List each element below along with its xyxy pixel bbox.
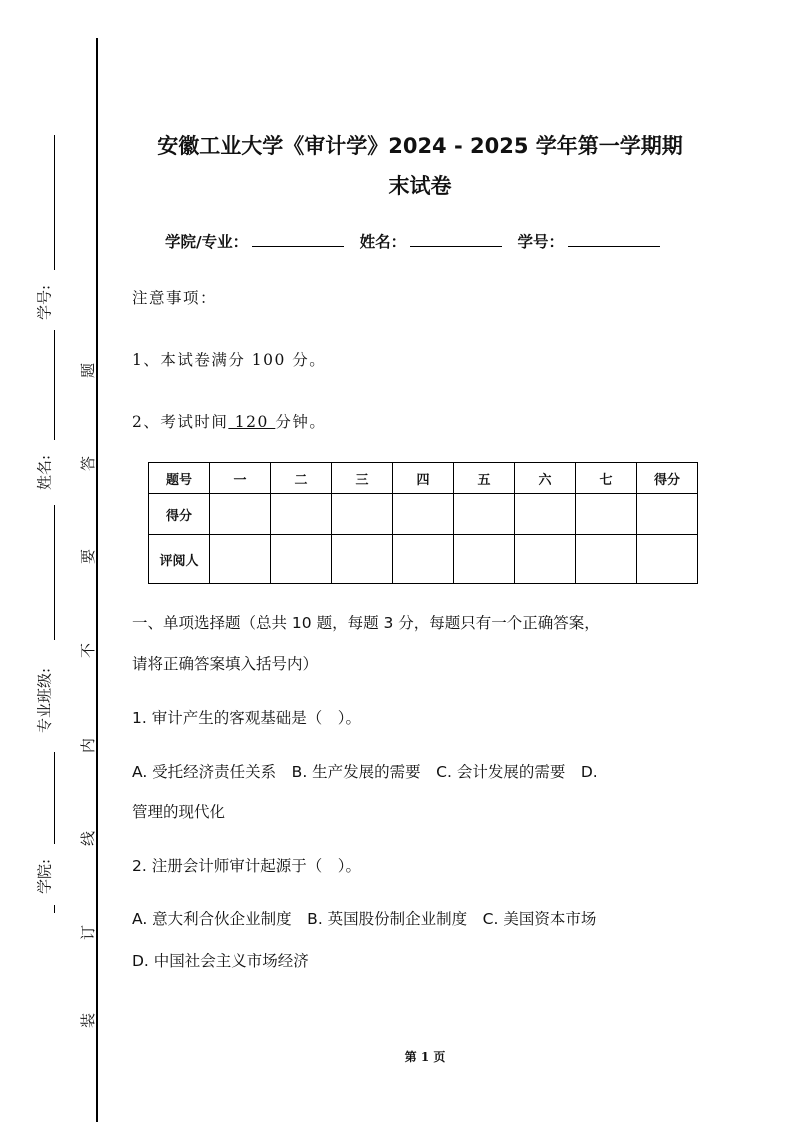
header-cell: 题号	[149, 463, 210, 494]
header-cell: 一	[210, 463, 271, 494]
header-cell: 六	[515, 463, 576, 494]
margin-label-student-id: 学号:	[35, 284, 54, 321]
exam-title	[120, 126, 720, 206]
margin-line	[54, 505, 55, 640]
seal-char: 答	[79, 455, 98, 472]
margin-line	[54, 905, 55, 913]
title-line-2: 末试卷	[388, 174, 452, 198]
score-cell[interactable]	[210, 494, 271, 535]
margin-label-name: 姓名:	[35, 454, 54, 491]
question-options: D. 中国社会主义市场经济	[132, 952, 309, 970]
seal-char: 线	[79, 830, 98, 847]
name-field[interactable]	[410, 232, 502, 247]
note-text: 分钟。	[275, 413, 327, 431]
note-text: 2、考试时间	[132, 413, 229, 431]
question-options: A. 意大利合伙企业制度 B. 英国股份制企业制度 C. 美国资本市场	[132, 910, 597, 928]
question-stem: 2. 注册会计师审计起源于（ ）。	[132, 857, 361, 875]
score-cell[interactable]	[454, 494, 515, 535]
title-line-1: 安徽工业大学《审计学》2024 - 2025 学年第一学期期	[157, 134, 683, 158]
row-label: 评阅人	[149, 535, 210, 584]
score-table	[148, 462, 698, 584]
seal-char: 题	[79, 362, 98, 379]
section-instructions: 一、单项选择题（总共 10 题，每题 3 分，每题只有一个正确答案，	[132, 614, 600, 632]
name-label: 姓名：	[359, 233, 407, 251]
grader-cell[interactable]	[332, 535, 393, 584]
row-label: 得分	[149, 494, 210, 535]
id-label: 学号：	[517, 233, 565, 251]
question-options: A. 受托经济责任关系 B. 生产发展的需要 C. 会计发展的需要 D.	[132, 763, 598, 781]
header-cell: 七	[576, 463, 637, 494]
seal-char: 要	[79, 548, 98, 565]
seal-char: 内	[79, 737, 98, 754]
seal-char: 装	[79, 1012, 98, 1029]
header-cell: 四	[393, 463, 454, 494]
header-cell: 五	[454, 463, 515, 494]
score-cell[interactable]	[637, 494, 698, 535]
grader-cell[interactable]	[637, 535, 698, 584]
margin-label-class: 专业班级:	[35, 667, 54, 734]
page-number: 第 1 页	[404, 1050, 446, 1064]
score-cell[interactable]	[393, 494, 454, 535]
score-cell[interactable]	[515, 494, 576, 535]
question-stem: 1. 审计产生的客观基础是（ ）。	[132, 709, 361, 727]
grader-cell[interactable]	[576, 535, 637, 584]
score-cell[interactable]	[332, 494, 393, 535]
seal-char: 不	[79, 642, 98, 659]
grader-cell[interactable]	[271, 535, 332, 584]
grader-cell[interactable]	[210, 535, 271, 584]
margin-line	[54, 135, 55, 270]
margin-label-college: 学院:	[35, 858, 54, 895]
seal-char: 订	[79, 924, 98, 941]
note-item: 1、本试卷满分 100 分。	[132, 351, 327, 369]
margin-line	[54, 330, 55, 440]
question-options: 管理的现代化	[132, 803, 226, 821]
score-cell[interactable]	[271, 494, 332, 535]
student-info	[165, 230, 670, 252]
header-cell: 三	[332, 463, 393, 494]
grader-cell[interactable]	[515, 535, 576, 584]
header-cell: 得分	[637, 463, 698, 494]
grader-cell[interactable]	[393, 535, 454, 584]
section-instructions: 请将正确答案填入括号内）	[132, 655, 319, 673]
college-label: 学院/专业：	[165, 233, 249, 251]
notes-heading: 注意事项：	[132, 289, 218, 307]
grader-cell[interactable]	[454, 535, 515, 584]
header-cell: 二	[271, 463, 332, 494]
score-cell[interactable]	[576, 494, 637, 535]
note-item	[132, 410, 326, 432]
binding-line	[96, 38, 98, 1122]
college-field[interactable]	[252, 232, 344, 247]
id-field[interactable]	[568, 232, 660, 247]
exam-duration: 120	[228, 413, 276, 431]
margin-line	[54, 752, 55, 844]
